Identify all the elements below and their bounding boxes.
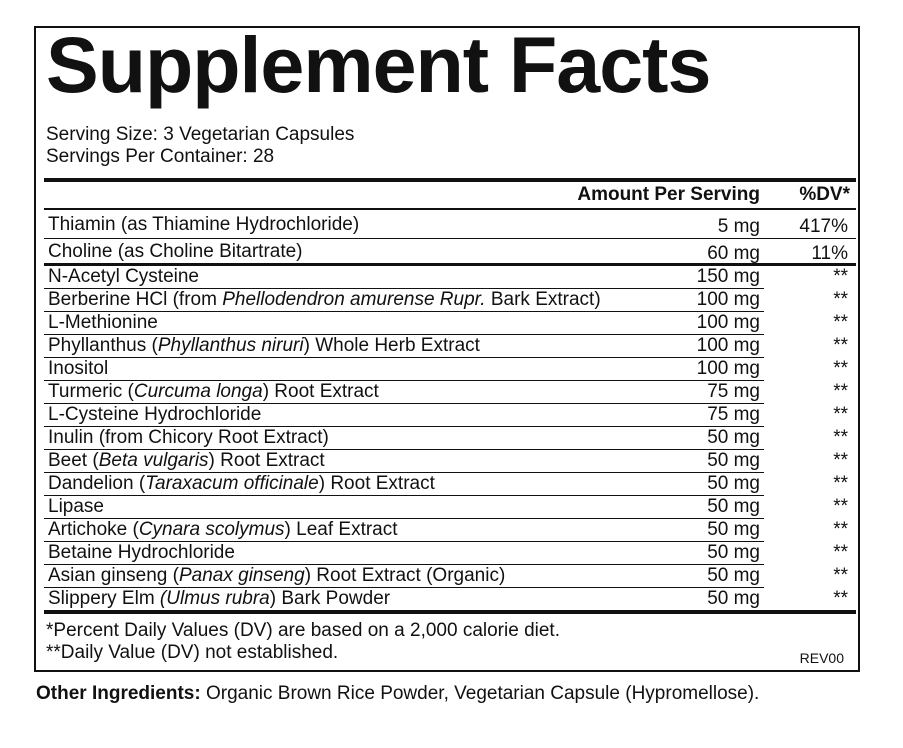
- ingredient-botanical-name: Phyllanthus niruri: [157, 335, 304, 356]
- ingredient-amount: 50 mg: [707, 542, 760, 563]
- ingredient-name: [48, 241, 303, 263]
- ingredient-dv: **: [833, 381, 848, 402]
- dv-header: %DV*: [799, 184, 850, 205]
- ingredient-name: [48, 312, 158, 334]
- ingredient-amount: 100 mg: [696, 335, 760, 356]
- table-row: [44, 212, 856, 239]
- ingredient-name: [48, 214, 359, 236]
- ingredient-name-suffix: ) Whole Herb Extract: [303, 335, 480, 356]
- other-ingredients-text: Organic Brown Rice Powder, Vegetarian Capsule (Hypromellose).: [200, 683, 760, 704]
- ingredient-botanical-name: Phellodendron amurense Rupr.: [222, 289, 486, 310]
- table-row: [44, 289, 856, 312]
- ingredient-name-text: Slippery Elm: [48, 588, 160, 609]
- table-row: [44, 381, 856, 404]
- ingredient-amount: 100 mg: [696, 312, 760, 333]
- ingredient-name-text: Inulin (from Chicory Root Extract): [48, 427, 329, 448]
- ingredient-botanical-name: Taraxacum officinale: [145, 473, 319, 494]
- other-ingredients: [36, 683, 759, 705]
- ingredient-name-text: Thiamin (as Thiamine Hydrochloride): [48, 214, 360, 235]
- ingredient-name-suffix: ) Root Extract: [318, 473, 435, 494]
- table-row: [44, 450, 856, 473]
- table-row: [44, 496, 856, 519]
- ingredient-amount: 100 mg: [696, 289, 760, 310]
- table-row: [44, 542, 856, 565]
- ingredient-dv: **: [833, 358, 848, 379]
- supplement-facts-panel: [34, 20, 860, 672]
- table-row: [44, 473, 856, 496]
- serving-size: Serving Size: 3 Vegetarian Capsules: [46, 124, 355, 145]
- ingredient-name-text: N-Acetyl Cysteine: [48, 266, 199, 287]
- ingredient-name: [48, 588, 390, 610]
- ingredient-amount: 50 mg: [707, 588, 760, 609]
- ingredient-name: [48, 565, 505, 587]
- ingredient-dv: **: [833, 519, 848, 540]
- ingredient-name: [48, 427, 329, 449]
- table-row: [44, 335, 856, 358]
- ingredient-name-suffix: Bark Extract): [485, 289, 601, 310]
- ingredient-botanical-name: Panax ginseng: [178, 565, 305, 586]
- ingredient-amount: 75 mg: [707, 404, 760, 425]
- ingredient-amount: 50 mg: [707, 427, 760, 448]
- revision-code: REV00: [799, 650, 844, 666]
- ingredient-dv: **: [833, 542, 848, 563]
- ingredient-name: [48, 381, 379, 403]
- ingredient-name-text: Berberine HCl (from: [48, 289, 223, 310]
- ingredient-name-text: Turmeric (: [48, 381, 134, 402]
- footnotes: [46, 620, 560, 664]
- column-header: [44, 182, 856, 210]
- ingredient-name: [48, 519, 398, 541]
- divider-header: [44, 208, 856, 210]
- ingredient-amount: 60 mg: [707, 243, 760, 264]
- ingredient-amount: 50 mg: [707, 565, 760, 586]
- serving-info: [46, 124, 354, 168]
- divider-bottom: [44, 610, 856, 614]
- table-row: [44, 519, 856, 542]
- table-row: [44, 427, 856, 450]
- ingredient-amount: 100 mg: [696, 358, 760, 379]
- ingredient-name-suffix: ) Root Extract: [208, 450, 325, 471]
- ingredient-dv: **: [833, 588, 848, 609]
- table-row: [44, 266, 856, 289]
- panel-title: Supplement Facts: [46, 20, 711, 109]
- ingredient-name: [48, 358, 108, 380]
- ingredient-dv: **: [833, 496, 848, 517]
- other-ingredients-label: Other Ingredients:: [36, 683, 201, 704]
- ingredient-name-text: Phyllanthus (: [48, 335, 158, 356]
- table-row: [44, 239, 856, 266]
- ingredient-name: [48, 289, 601, 311]
- ingredient-amount: 75 mg: [707, 381, 760, 402]
- ingredient-botanical-name: Cynara scolymus: [138, 519, 285, 540]
- ingredient-dv: **: [833, 427, 848, 448]
- table-row: [44, 358, 856, 381]
- ingredient-amount: 50 mg: [707, 473, 760, 494]
- ingredient-name: [48, 266, 199, 288]
- ingredient-dv: 417%: [799, 216, 848, 237]
- ingredient-name-text: Betaine Hydrochloride: [48, 542, 235, 563]
- ingredient-name-suffix: ) Leaf Extract: [284, 519, 398, 540]
- nutrient-table: [44, 212, 856, 611]
- ingredient-name: [48, 450, 325, 472]
- ingredient-name: [48, 542, 235, 564]
- table-row: [44, 404, 856, 427]
- ingredient-amount: 50 mg: [707, 450, 760, 471]
- ingredient-name-suffix: ) Root Extract: [262, 381, 379, 402]
- ingredient-dv: **: [833, 266, 848, 287]
- ingredient-botanical-name: Beta vulgaris: [98, 450, 209, 471]
- ingredient-dv: **: [833, 335, 848, 356]
- ingredient-name-text: Choline (as Choline Bitartrate): [48, 241, 303, 262]
- ingredient-dv: **: [833, 473, 848, 494]
- ingredient-name-text: Artichoke (: [48, 519, 139, 540]
- ingredient-amount: 50 mg: [707, 519, 760, 540]
- ingredient-dv: **: [833, 289, 848, 310]
- ingredient-amount: 5 mg: [717, 216, 760, 237]
- ingredient-name-suffix: ) Root Extract (Organic): [304, 565, 506, 586]
- ingredient-name-text: Dandelion (: [48, 473, 146, 494]
- ingredient-amount: 50 mg: [707, 496, 760, 517]
- ingredient-name: [48, 335, 480, 357]
- ingredient-botanical-name: (Ulmus rubra: [159, 588, 270, 609]
- ingredient-botanical-name: Curcuma longa: [133, 381, 263, 402]
- table-row: [44, 312, 856, 335]
- ingredient-dv: **: [833, 565, 848, 586]
- servings-per-container: Servings Per Container: 28: [46, 146, 275, 167]
- table-row: [44, 565, 856, 588]
- ingredient-name-text: Inositol: [48, 358, 109, 379]
- ingredient-name: [48, 496, 104, 518]
- ingredient-name-text: Beet (: [48, 450, 99, 471]
- ingredient-dv: **: [833, 450, 848, 471]
- table-row: [44, 588, 856, 611]
- ingredient-name: [48, 404, 261, 426]
- ingredient-name-text: L-Methionine: [48, 312, 158, 333]
- ingredient-name-text: Lipase: [48, 496, 104, 517]
- amount-header: Amount Per Serving: [577, 184, 760, 205]
- ingredient-name-text: L-Cysteine Hydrochloride: [48, 404, 262, 425]
- ingredient-name-text: Asian ginseng (: [48, 565, 179, 586]
- ingredient-dv: 11%: [811, 243, 848, 264]
- ingredient-name-suffix: ) Bark Powder: [269, 588, 391, 609]
- footnote-dv: *Percent Daily Values (DV) are based on a 2,000 calorie diet.: [46, 620, 560, 641]
- ingredient-amount: 150 mg: [696, 266, 760, 287]
- ingredient-dv: **: [833, 404, 848, 425]
- ingredient-name: [48, 473, 435, 495]
- ingredient-dv: **: [833, 312, 848, 333]
- footnote-not-established: **Daily Value (DV) not established.: [46, 642, 339, 663]
